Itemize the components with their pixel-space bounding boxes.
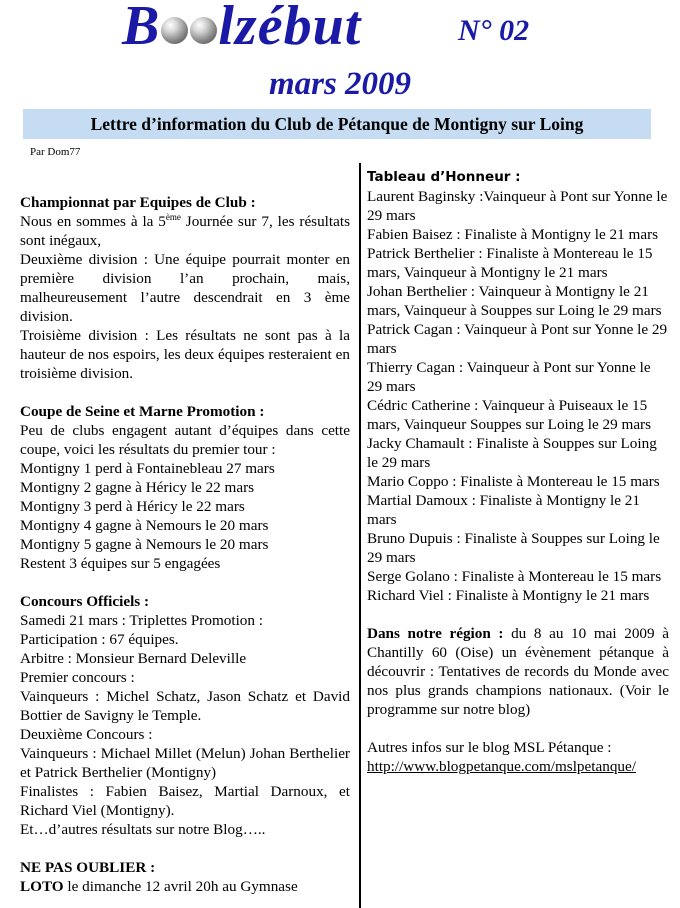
coupe-heading: Coupe de Seine et Marne Promotion : <box>20 403 265 420</box>
title-part2: lzébut <box>218 0 362 57</box>
concours-line: Vainqueurs : Michael Millet (Melun) Johan Berthelier et Patrick Berthelier (Montigny) <box>20 745 350 781</box>
boule-icon <box>190 17 217 44</box>
coupe-result: Restent 3 équipes sur 5 engagées <box>20 555 221 572</box>
honneur-entry: Fabien Baisez : Finaliste à Montigny le 21 mars <box>367 226 659 243</box>
championnat-text3: Troisième division : Les résultats ne sont pas à la hauteur de nos espoirs, les deux équipes resteraient en troisième division. <box>20 327 350 382</box>
honneur-entry: Patrick Cagan : Vainqueur à Pont sur Yonne le 29 mars <box>367 321 668 357</box>
masthead <box>0 0 680 60</box>
concours-line: Deuxième Concours : <box>20 726 153 743</box>
coupe-result: Montigny 5 gagne à Nemours le 20 mars <box>20 536 269 553</box>
honneur-entry: Mario Coppo : Finaliste à Montereau le 15 mars <box>367 473 660 490</box>
right-column <box>367 168 669 776</box>
concours-line: Finalistes : Fabien Baisez, Martial Darnoux, et Richard Viel (Montigny). <box>20 783 350 819</box>
blog-text: Autres infos sur le blog MSL Pétanque : <box>367 739 612 756</box>
subtitle-banner: Lettre d’information du Club de Pétanque de Montigny sur Loing <box>23 109 651 139</box>
coupe-result: Montigny 2 gagne à Héricy le 22 mars <box>20 479 255 496</box>
honneur-entry: Bruno Dupuis : Finaliste à Souppes sur Loing le 29 mars <box>367 530 660 566</box>
loto-line: LOTO le dimanche 12 avril 20h au Gymnase <box>20 878 298 895</box>
issue-date: mars 2009 <box>268 66 412 102</box>
concours-line: Et…d’autres résultats sur notre Blog….. <box>20 821 266 838</box>
honneur-entry: Thierry Cagan : Vainqueur à Pont sur Yonne le 29 mars <box>367 359 651 395</box>
honneur-entry: Patrick Berthelier : Finaliste à Montereau le 15 mars, Vainqueur à Montigny le 21 mars <box>367 245 653 281</box>
region-paragraph: Dans notre région : du 8 au 10 mai 2009 à Chantilly 60 (Oise) un évènement pétanque à découvrir : Tentatives de records du Monde avec nos plus grands champions nationaux. (Voir le programme sur notre blog) <box>367 625 669 718</box>
blog-link[interactable]: http://www.blogpetanque.com/mslpetanque/ <box>367 758 636 775</box>
byline: Par Dom77 <box>30 146 81 158</box>
newsletter-title <box>122 0 361 56</box>
concours-line: Participation : 67 équipes. <box>20 631 179 648</box>
concours-line: Vainqueurs : Michel Schatz, Jason Schatz et David Bottier de Savigny le Temple. <box>20 688 350 724</box>
title-part1: B <box>122 0 161 57</box>
coupe-result: Montigny 4 gagne à Nemours le 20 mars <box>20 517 269 534</box>
championnat-text1: Nous en sommes à la 5ème Journée sur 7, les résultats sont inégaux, <box>20 211 350 249</box>
honneur-entry: Richard Viel : Finaliste à Montigny le 21 mars <box>367 587 650 604</box>
concours-line: Arbitre : Monsieur Bernard Deleville <box>20 650 247 667</box>
concours-line: Samedi 21 mars : Triplettes Promotion : <box>20 612 264 629</box>
concours-heading: Concours Officiels : <box>20 593 150 610</box>
coupe-result: Montigny 3 perd à Héricy le 22 mars <box>20 498 245 515</box>
issue-number: N° 02 <box>458 14 530 47</box>
coupe-result: Montigny 1 perd à Fontainebleau 27 mars <box>20 460 275 477</box>
honneur-entry: Laurent Baginsky :Vainqueur à Pont sur Yonne le 29 mars <box>367 188 668 224</box>
concours-line: Premier concours : <box>20 669 135 686</box>
reminder-heading: NE PAS OUBLIER : <box>20 859 156 876</box>
honneur-entry: Serge Golano : Finaliste à Montereau le 15 mars <box>367 568 662 585</box>
column-divider <box>359 163 361 908</box>
honneur-entry: Johan Berthelier : Vainqueur à Montigny le 21 mars, Vainqueur à Souppes sur Loing le 29 mars <box>367 283 662 319</box>
honneur-entry: Martial Damoux : Finaliste à Montigny le 21 mars <box>367 492 640 528</box>
championnat-text2: Deuxième division : Une équipe pourrait monter en première division l’an prochain, mais, malheureusement l’autre descendrait en 3 ème division. <box>20 251 350 325</box>
left-column <box>20 193 350 896</box>
honneur-entry: Cédric Catherine : Vainqueur à Puiseaux le 15 mars, Vainqueur Souppes sur Loing le 29 mars <box>367 397 652 433</box>
honneur-heading: Tableau d’Honneur : <box>367 169 521 185</box>
honneur-entry: Jacky Chamault : Finaliste à Souppes sur Loing le 29 mars <box>367 435 657 471</box>
championnat-heading: Championnat par Equipes de Club : <box>20 194 256 211</box>
boule-icon <box>161 17 188 44</box>
coupe-intro: Peu de clubs engagent autant d’équipes dans cette coupe, voici les résultats du premier tour : <box>20 422 350 458</box>
